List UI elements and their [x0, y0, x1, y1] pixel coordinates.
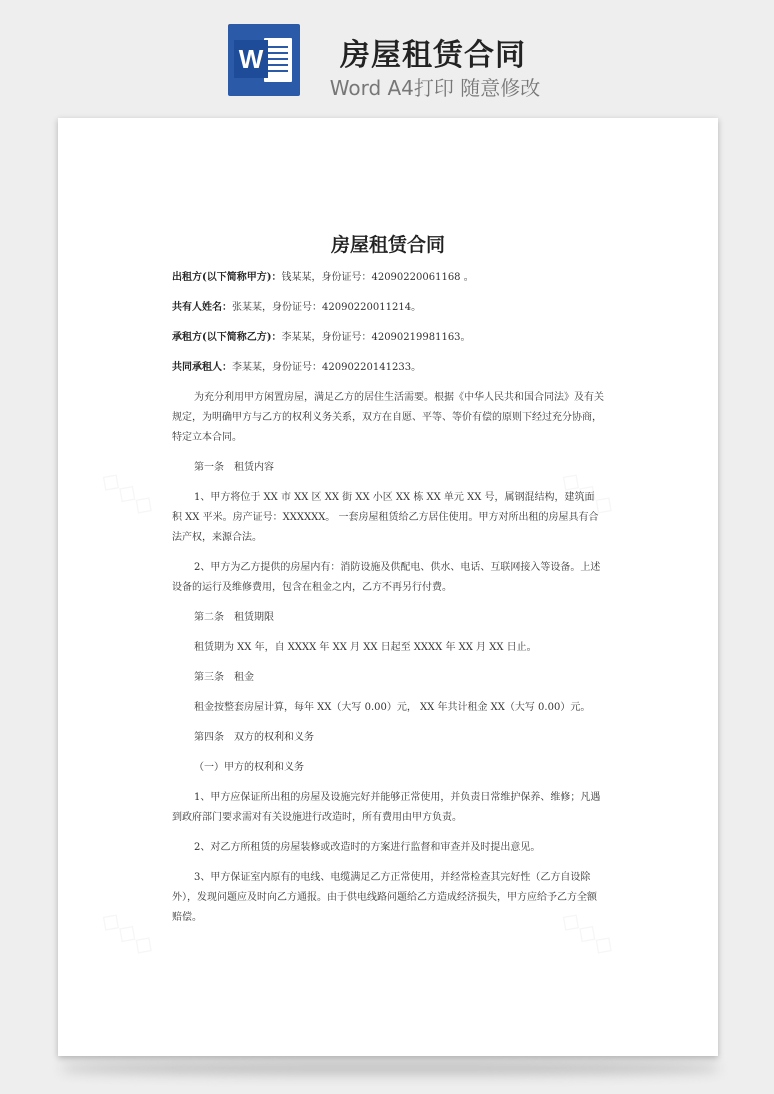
watermark	[95, 464, 161, 523]
paragraph: 1、甲方应保证所出租的房屋及设施完好并能够正常使用，并负责日常维护保养、维修；凡遇到政府部门要求需对有关设施进行改造时，所有费用由甲方负责。	[172, 792, 601, 823]
party-line	[172, 268, 604, 288]
paragraph: 1、甲方将位于 XX 市 XX 区 XX 街 XX 小区 XX 栋 XX 单元 XX 号，属钢混结构，建筑面积 XX 平米。房产证号：XXXXXX。 一套房屋租赁给乙方居住使用。甲方对所出租的房屋具有合法产权，来源合法。	[172, 492, 599, 543]
paragraph: 3、甲方保证室内原有的电线、电缆满足乙方正常使用，并经常检查其完好性（乙方自设除外），发现问题应及时向乙方通报。由于供电线路问题给乙方造成经济损失，甲方应给予乙方全额赔偿。	[172, 872, 597, 923]
document-body	[172, 268, 604, 938]
party-text: 钱某某，身份证号：42090220061168 。	[281, 272, 474, 283]
header	[0, 0, 774, 110]
word-icon	[228, 24, 300, 96]
sub-heading: （一）甲方的权利和义务	[194, 762, 304, 773]
party-text: 李某某，身份证号：42090219981163。	[281, 332, 471, 343]
watermark	[95, 904, 161, 963]
party-label: 承租方(以下简称乙方)：	[172, 332, 282, 343]
word-page-icon	[264, 38, 292, 82]
paragraph: 租赁期为 XX 年，自 XXXX 年 XX 月 XX 日起至 XXXX 年 XX 月 XX 日止。	[194, 642, 537, 653]
article-title: 第二条 租赁期限	[194, 612, 274, 623]
header-subtitle: Word A4打印 随意修改	[329, 76, 541, 100]
party-text: 李某某，身份证号：42090220141233。	[232, 362, 422, 373]
party-label: 出租方(以下简称甲方)：	[172, 272, 282, 283]
article-title: 第一条 租赁内容	[194, 462, 274, 473]
party-label: 共有人姓名：	[172, 302, 232, 313]
word-letter: W	[234, 40, 268, 78]
party-label: 共同承租人：	[172, 362, 232, 373]
paragraph: 租金按整套房屋计算，每年 XX（大写 0.00）元， XX 年共计租金 XX（大写 0.00）元。	[194, 702, 591, 713]
preamble: 为充分利用甲方闲置房屋，满足乙方的居住生活需要。根据《中华人民共和国合同法》及有关规定，为明确甲方与乙方的权利义务关系，双方在自愿、平等、等价有偿的原则下经过充分协商，特定立本合同。	[172, 392, 604, 443]
party-line	[172, 358, 604, 378]
party-line	[172, 328, 604, 348]
document-title: 房屋租赁合同	[330, 234, 445, 256]
paragraph: 2、甲方为乙方提供的房屋内有：消防设施及供配电、供水、电话、互联网接入等设备。上述设备的运行及维修费用，包含在租金之内，乙方不再另行付费。	[172, 562, 601, 593]
header-title: 房屋租赁合同	[340, 38, 526, 73]
sheet-shadow	[62, 1062, 718, 1074]
party-text: 张某某，身份证号：42090220011214。	[232, 302, 422, 313]
paragraph: 2、对乙方所租赁的房屋装修或改造时的方案进行监督和审查并及时提出意见。	[194, 842, 541, 853]
document-page	[58, 118, 718, 1056]
article-title: 第四条 双方的权利和义务	[194, 732, 314, 743]
article-title: 第三条 租金	[194, 672, 254, 683]
party-line	[172, 298, 604, 318]
